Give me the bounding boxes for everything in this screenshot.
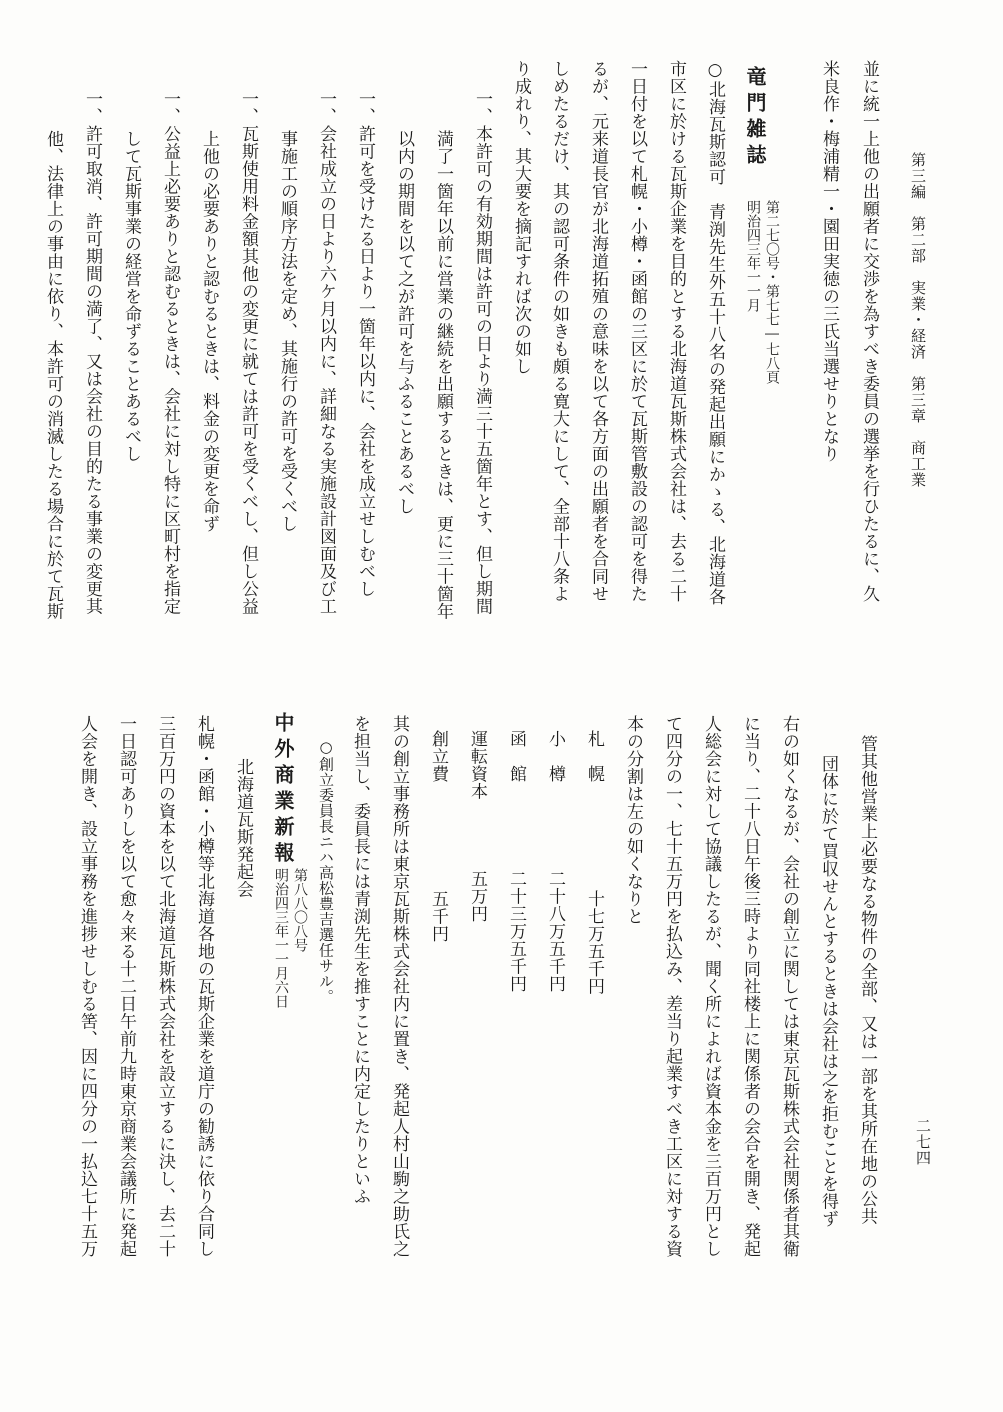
condition-item-cont: 他、法律上の事由に依り、本許可の消滅したる場合に於て瓦斯 — [43, 130, 63, 620]
after-table-line: 其の創立事務所は東京瓦斯株式会社内に置き、発起人村山駒之助氏之 — [389, 715, 409, 1258]
condition-item-cont: 以内の期間を以て之が許可を与ふることあるべし — [394, 130, 414, 515]
ryumon-citation-1: 第二七〇号・第七七―七八頁 — [764, 200, 780, 384]
page-number: 二七四 — [914, 1118, 932, 1166]
condition-item-cont: 事施工の順序方法を定め、其施行の許可を受くべし — [277, 130, 297, 533]
chugai-line: 札幌・函館・小樽等北海道各地の瓦斯企業を道庁の勧誘に依り合同し — [194, 715, 214, 1258]
editor-note: ○創立委員長ニハ高松豊吉選任サル。 — [317, 738, 335, 1005]
ryumon-citation-2: 明治四三年一一月 — [745, 200, 761, 312]
condition-item-cont: して瓦斯事業の経営を命ずることあるべし — [121, 130, 141, 463]
condition-item: 一、本許可の有効期間は許可の日より満三十五箇年とす、但し期間 — [472, 90, 492, 615]
capital-label: 函 館 — [506, 730, 526, 783]
chugai-subtitle: 北海道瓦斯発起会 — [233, 758, 253, 898]
after-table-line: を担当し、委員長には青渕先生を推すことに内定したりといふ — [350, 715, 370, 1205]
condition-item: 一、許可取消、許可期間の満了、又は会社の目的たる事業の変更其 — [82, 90, 102, 615]
capital-value: 五千円 — [428, 890, 448, 943]
ryumon-title: 竜門雑誌 — [743, 66, 767, 170]
intro-line: 並に統一上他の出願者に交渉を為すべき委員の選挙を行ひたるに、久 — [859, 60, 879, 603]
capital-label: 札 幌 — [584, 730, 604, 783]
ryumon-line: 一日付を以て札幌・小樽・函館の三区に於て瓦斯管敷設の認可を得た — [627, 60, 647, 603]
chugai-title: 中外商業新報 — [271, 712, 295, 868]
capital-value: 二十八万五千円 — [545, 870, 565, 993]
continuation-line: 右の如くなるが、会社の創立に関しては東京瓦斯株式会社関係者其衛 — [779, 715, 799, 1258]
chugai-citation-1: 第八八〇八号 — [292, 868, 308, 952]
ryumon-line: しめたるだけ、其の認可条件の如きも頗る寛大にして、全部十八条よ — [549, 60, 569, 603]
capital-value: 十七万五千円 — [584, 890, 604, 995]
capital-label: 小 樽 — [545, 730, 565, 783]
capital-value: 二十三万五千円 — [506, 870, 526, 993]
chugai-line: 三百万円の資本を以て北海道瓦斯株式会社を設立するに決し、去二十 — [155, 715, 175, 1258]
chugai-line: 一日認可ありしを以て愈々来る十二日午前九時東京商業会議所に発起 — [116, 715, 136, 1258]
continuation-line: 団体に於て買収せんとするときは会社は之を拒むことを得ず — [818, 755, 838, 1228]
chugai-citation-2: 明治四三年一一月六日 — [273, 868, 289, 1008]
condition-item: 一、許可を受けたる日より一箇年以内に、会社を成立せしむべし — [355, 90, 375, 598]
ryumon-line: るが、元来道長官が北海道拓殖の意味を以て各方面の出願者を合同せ — [588, 60, 608, 603]
capital-label: 創立費 — [428, 730, 448, 783]
condition-item: 一、公益上必要ありと認むるときは、会社に対し特に区町村を指定 — [160, 90, 180, 615]
condition-item-cont: 上他の必要ありと認むるときは、料金の変更を命ず — [199, 130, 219, 533]
continuation-line: 管其他営業上必要なる物件の全部、又は一部を其所在地の公共 — [857, 735, 877, 1225]
continuation-line: 本の分割は左の如くなりと — [623, 715, 643, 925]
condition-item-cont: 満了一箇年以前に営業の継続を出願するときは、更に三十箇年 — [433, 130, 453, 620]
ryumon-line: ○北海瓦斯認可 青渕先生外五十八名の発起出願にかゝる、北海道各 — [705, 60, 725, 606]
continuation-line: て四分の一、七十五万円を払込み、差当り起業すべき工区に対する資 — [662, 715, 682, 1258]
intro-line: 米良作・梅浦精一・園田実徳の三氏当選せりとなり — [819, 60, 839, 463]
continuation-line: に当り、二十八日午後三時より同社楼上に関係者の会合を開き、発起 — [740, 715, 760, 1258]
ryumon-line: 市区に於ける瓦斯企業を目的とする北海道瓦斯株式会社は、去る二十 — [666, 60, 686, 603]
chugai-line: 人会を開き、設立事務を進捗せしむる筈、因に四分の一払込七十五万 — [77, 715, 97, 1258]
capital-value: 五万円 — [467, 870, 487, 923]
capital-label: 運転資本 — [467, 730, 487, 800]
ryumon-line: り成れり、其大要を摘記すれば次の如し — [511, 60, 531, 375]
condition-item: 一、瓦斯使用料金額其他の変更に就ては許可を受くべし、但し公益 — [238, 90, 258, 615]
continuation-line: 人総会に対して協議したるが、聞く所によれば資本金を三百万円とし — [701, 715, 721, 1258]
condition-item: 一、会社成立の日より六ケ月以内に、詳細なる実施設計図面及び工 — [316, 90, 336, 615]
running-head: 第三編 第二部 実業・経済 第三章 商工業 — [909, 152, 927, 488]
